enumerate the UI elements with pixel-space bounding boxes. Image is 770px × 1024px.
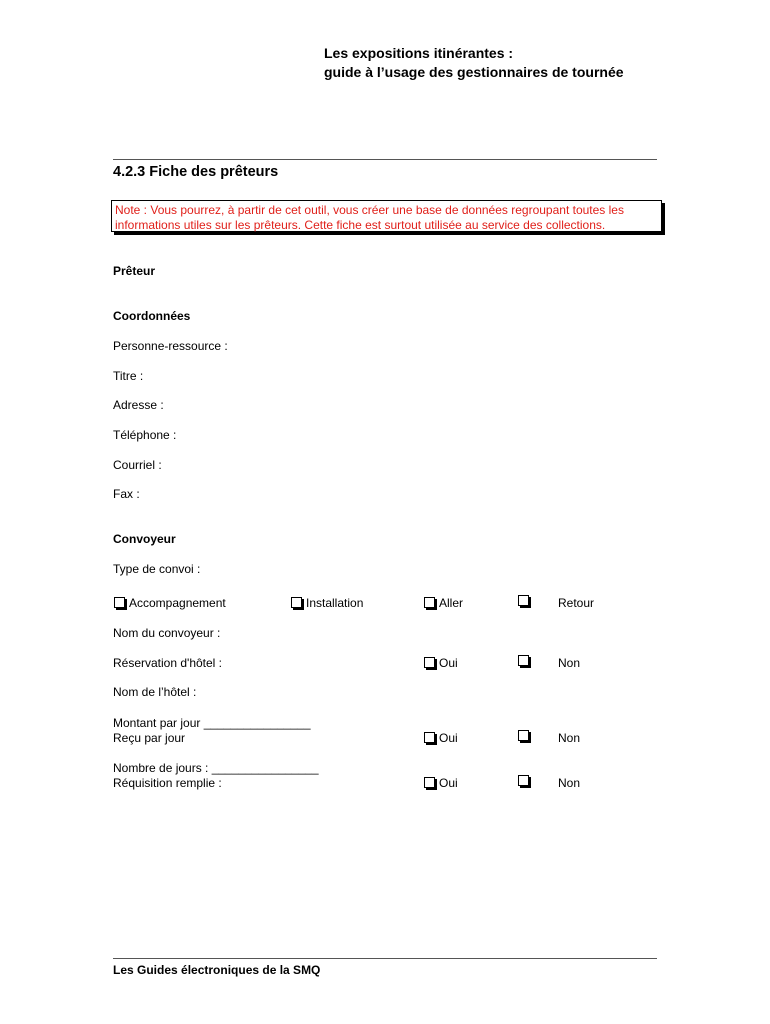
field-titre: Titre : xyxy=(113,369,144,383)
reservation-hotel-label: Réservation d'hôtel : xyxy=(113,656,223,670)
recu-par-jour-label: Reçu par jour xyxy=(113,731,186,745)
installation-checkbox[interactable] xyxy=(291,596,363,610)
header-line-2: guide à l’usage des gestionnaires de tournée xyxy=(324,64,624,80)
checkbox-icon xyxy=(291,597,302,608)
reservation-non-checkbox[interactable] xyxy=(518,656,533,667)
retour-checkbox[interactable] xyxy=(518,596,533,607)
field-telephone: Téléphone : xyxy=(113,428,177,442)
field-fax: Fax : xyxy=(113,487,140,501)
nombre-jours-label: Nombre de jours : ________________ xyxy=(113,761,319,775)
nom-hotel-label: Nom de l’hôtel : xyxy=(113,685,197,699)
recu-non-label: Non xyxy=(558,731,581,745)
section-title: 4.2.3 Fiche des prêteurs xyxy=(113,164,279,180)
checkbox-icon xyxy=(424,732,435,743)
accompagnement-label: Accompagnement xyxy=(129,596,226,610)
checkbox-icon xyxy=(518,595,529,606)
oui-label: Oui xyxy=(439,656,458,670)
aller-checkbox[interactable] xyxy=(424,596,463,610)
retour-label: Retour xyxy=(558,596,595,610)
reservation-oui-checkbox[interactable] xyxy=(424,656,458,670)
montant-par-jour-label: Montant par jour ________________ xyxy=(113,716,311,730)
type-convoi-label: Type de convoi : xyxy=(113,562,201,576)
document-header xyxy=(324,44,624,82)
note-text xyxy=(115,203,658,232)
note-line-1: Note : Vous pourrez, à partir de cet outil, vous créer une base de données regroupant toutes les xyxy=(115,203,624,217)
reservation-non-label: Non xyxy=(558,656,581,670)
footer-divider xyxy=(113,958,657,959)
oui-label: Oui xyxy=(439,731,458,745)
checkbox-icon xyxy=(518,655,529,666)
requisition-non-label: Non xyxy=(558,776,581,790)
convoyeur-heading: Convoyeur xyxy=(113,532,176,546)
recu-oui-checkbox[interactable] xyxy=(424,731,458,745)
footer-text: Les Guides électroniques de la SMQ xyxy=(113,963,321,977)
preteur-heading: Prêteur xyxy=(113,264,156,278)
checkbox-icon xyxy=(518,730,529,741)
nom-convoyeur-label: Nom du convoyeur : xyxy=(113,626,221,640)
checkbox-icon xyxy=(424,777,435,788)
coordonnees-heading: Coordonnées xyxy=(113,309,191,323)
note-line-2: informations utiles sur les prêteurs. Cette fiche est surtout utilisée au service des collections. xyxy=(115,217,606,232)
checkbox-icon xyxy=(424,657,435,668)
field-personne-ressource: Personne-ressource : xyxy=(113,339,228,353)
checkbox-icon xyxy=(114,597,125,608)
checkbox-icon xyxy=(518,775,529,786)
requisition-oui-checkbox[interactable] xyxy=(424,776,458,790)
note-box xyxy=(111,200,662,232)
accompagnement-checkbox[interactable] xyxy=(114,596,226,610)
checkbox-icon xyxy=(424,597,435,608)
oui-label: Oui xyxy=(439,776,458,790)
recu-non-checkbox[interactable] xyxy=(518,731,533,742)
field-adresse: Adresse : xyxy=(113,398,164,412)
requisition-non-checkbox[interactable] xyxy=(518,776,533,787)
field-courriel: Courriel : xyxy=(113,458,162,472)
requisition-label: Réquisition remplie : xyxy=(113,776,222,790)
installation-label: Installation xyxy=(306,596,364,610)
header-divider xyxy=(113,159,657,160)
header-line-1: Les expositions itinérantes : xyxy=(324,45,514,61)
aller-label: Aller xyxy=(439,596,464,610)
